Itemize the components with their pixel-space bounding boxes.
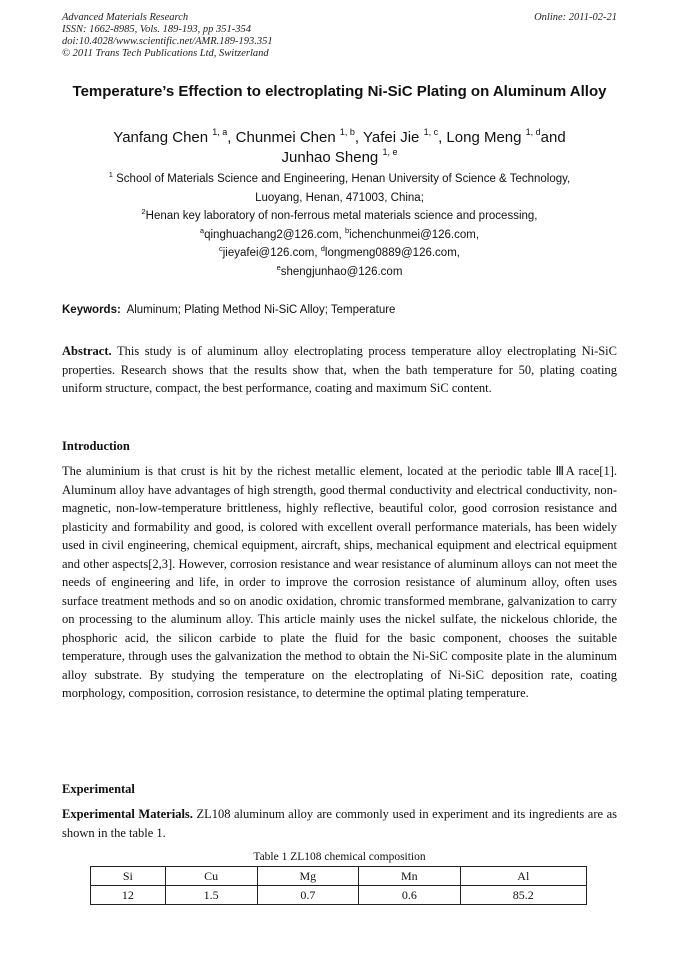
affiliation-2 [62, 207, 617, 226]
author-superscript: 1, e [382, 147, 398, 157]
affiliation-1-cont: Luoyang, Henan, 471003, China; [255, 191, 424, 204]
email-superscript: b [344, 225, 350, 235]
author-name: Junhao Sheng [281, 149, 379, 166]
paper-title: Temperature’s Effection to electroplating Ni-SiC Plating on Aluminum Alloy [72, 83, 607, 100]
email-line [62, 263, 617, 282]
email-address: shengjunhao@126.com [280, 265, 403, 278]
issn-line: ISSN: 1662-8985, Vols. 189-193, pp 351-354 [62, 24, 251, 35]
keywords [62, 303, 617, 318]
email-line: $^c$jieyafei@126.com, $^d$longmeng0889@126.com, [219, 244, 460, 259]
email-address: jieyafei@126.com [222, 247, 315, 259]
author-superscript: 1, d [525, 127, 541, 137]
table-cell: 85.2 [460, 886, 586, 905]
abstract [62, 342, 617, 398]
author-name: Yafei Jie [362, 129, 420, 146]
email-superscript: c [219, 244, 223, 253]
composition-table [90, 866, 587, 905]
table-header-cell: Si [91, 867, 166, 886]
table-header-cell: Mg [257, 867, 359, 886]
introduction-text: The aluminium is that crust is hit by the richest metallic element, located at the periodic table ⅢA race[1]. Aluminum alloy have advantages of high strength, good thermal conductivity and electrical conductivity, non-magnetic, non-low-temperature brittleness, highly reflective, beautiful color, good corrosion resistance and plasticity and formability and good, is colored with excellent overall performance materials, has been widely used in civil engineering, chemical equipment, aircraft, ships, mechanical equipment and electrical equipment and other aspects[2,3]. However, corrosion resistance and wear resistance of aluminum alloys can not meet the needs of engineering and life, in order to improve the corrosion resistance of aluminum alloy, often uses surface treatment methods and so on anodic oxidation, chromic transformed membrane, galvanization to carry on processing to the aluminum alloy. This article mainly uses the nickel sulfate, the nickelous chloride, the phosphoric acid, the silicon carbide to plate the fluid for the basic component, chooses the suitable temperature, through uses the galvanization the method to obtain the Ni-SiC composite plate in the aluminum alloy substrate. By studying the temperature on the electroplating of Ni-SiC deposition rate, coating morphology, composition, corrosion resistance, to determine the optimal plating temperature. [62, 464, 617, 700]
table-header-cell: Al [460, 867, 586, 886]
email-address: ichenchunmei@126.com [349, 228, 476, 241]
table-cell: 12 [91, 886, 166, 905]
doi-line: doi:10.4028/www.scientific.net/AMR.189-193.351 [62, 36, 273, 47]
author-name: Long Meng [446, 129, 522, 146]
online-date: Online: 2011-02-21 [534, 12, 617, 23]
table-header-row [91, 867, 587, 886]
author-superscript: 1, a [212, 127, 228, 137]
author-superscript: 1, c [423, 127, 439, 137]
journal-header [62, 12, 617, 60]
journal-name: Advanced Materials Research [62, 12, 189, 23]
keywords-label: Keywords: [62, 304, 121, 316]
abstract-label: Abstract. [62, 344, 112, 358]
email-superscript: d [320, 244, 325, 253]
abstract-text: This study is of aluminum alloy electroplating process temperature alloy electroplating Ni-SiC properties. Research shows that the results show that, when the bath temperature for 50, plating coating uniform structure, compact, the best performance, coating and maximum SiC content. [62, 344, 617, 395]
experimental-materials-text: ZL108 aluminum alloy are commonly used in experiment and its ingredients are as shown in the table 1. [62, 807, 617, 840]
keywords-text: Aluminum; Plating Method Ni-SiC Alloy; Temperature [126, 304, 396, 316]
author-list: Yanfang Chen $^{1, a}$, Chunmei Chen $^{1, b}$, Yafei Jie $^{1, c}$, Long Meng $^{1, d}$and Junhao Sheng $^{1, e}$ [113, 127, 566, 166]
email-line: $^a$qinghuachang2@126.com, $^b$ichenchunmei@126.com, [199, 225, 480, 241]
table-cell: 0.6 [359, 886, 461, 905]
affiliation-number: 1 [108, 170, 113, 179]
table-row [91, 886, 587, 905]
copyright-line: © 2011 Trans Tech Publications Ltd, Switzerland [62, 48, 269, 59]
affiliation-text: Henan key laboratory of non-ferrous metal materials science and processing, [145, 210, 538, 222]
author-superscript: 1, b [339, 127, 355, 137]
experimental-heading: Experimental [62, 782, 135, 796]
table-cell: 0.7 [257, 886, 359, 905]
affiliation-number: 2 [141, 207, 146, 216]
introduction-heading: Introduction [62, 439, 130, 453]
table-header-cell: Mn [359, 867, 461, 886]
email-superscript: a [199, 225, 205, 235]
email-superscript: e [276, 262, 281, 272]
affiliation-text: School of Materials Science and Engineering, Henan University of Science & Technology, [116, 173, 571, 185]
email-address: qinghuachang2@126.com [204, 228, 339, 241]
table-cell: 1.5 [165, 886, 257, 905]
experimental-materials [62, 805, 617, 842]
author-name: Yanfang Chen [113, 129, 209, 146]
email-address: longmeng0889@126.com [324, 247, 457, 259]
table-caption: Table 1 ZL108 chemical composition [253, 851, 426, 863]
affiliations [62, 170, 617, 281]
author-name: Chunmei Chen [235, 129, 336, 146]
experimental-materials-label: Experimental Materials. [62, 807, 193, 821]
affiliation-1 [62, 170, 617, 189]
table-header-cell: Cu [165, 867, 257, 886]
